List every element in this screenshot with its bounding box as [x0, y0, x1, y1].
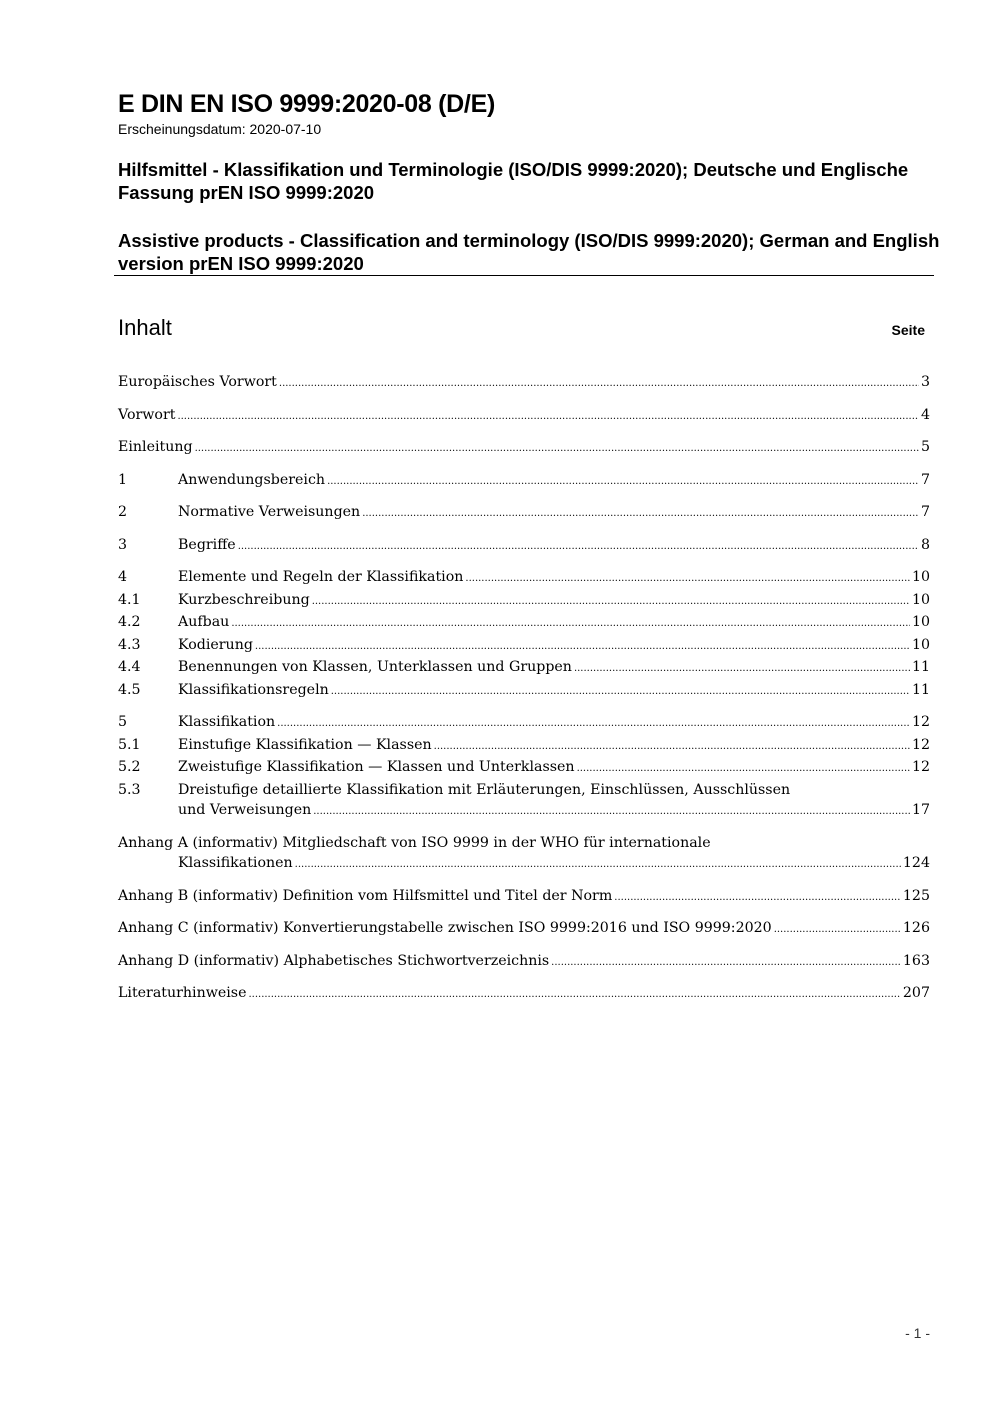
page-number: - 1 - — [905, 1325, 930, 1341]
toc-entry-text: Anhang B (informativ) Definition vom Hilfsmittel und Titel der Norm — [118, 887, 613, 904]
toc-entry[interactable] — [118, 886, 930, 909]
toc-entry-page: 7 — [920, 471, 930, 488]
toc-dot-leader — [551, 953, 901, 974]
toc-entry[interactable] — [118, 590, 930, 613]
toc-entry[interactable] — [118, 833, 930, 876]
toc-entry[interactable] — [118, 437, 930, 460]
toc-entry-page: 10 — [911, 636, 930, 653]
toc-entry[interactable] — [118, 535, 930, 558]
toc-entry-page: 10 — [911, 569, 930, 585]
toc-dot-leader — [238, 537, 919, 558]
toc-entry-text-line1: Anhang A (informativ) Mitgliedschaft von ISO 9999 in der WHO für internationale — [118, 834, 711, 851]
toc-dot-leader — [248, 985, 900, 1006]
toc-entry-page: 12 — [911, 736, 930, 753]
toc-entry[interactable] — [118, 918, 930, 941]
toc-entry[interactable] — [118, 951, 930, 974]
toc-entry-text: Elemente und Regeln der Klassifikation — [178, 569, 464, 585]
toc-entry[interactable] — [118, 470, 930, 493]
toc-entry-number: 5.2 — [118, 759, 141, 775]
toc-entry-number: 5.3 — [118, 781, 141, 798]
table-of-contents — [118, 372, 930, 1006]
toc-entry[interactable] — [118, 657, 930, 680]
toc-entry-number: 4.1 — [118, 591, 141, 608]
toc-entry-page: 207 — [902, 985, 930, 1001]
toc-entry-text-line1: Dreistufige detaillierte Klassifikation mit Erläuterungen, Einschlüssen, Ausschlüssen — [178, 781, 791, 798]
toc-entry-text: Klassifikationsregeln — [178, 681, 329, 698]
toc-entry[interactable] — [118, 405, 930, 428]
toc-entry[interactable] — [118, 712, 930, 735]
toc-heading: Inhalt — [118, 315, 172, 340]
toc-dot-leader — [277, 714, 910, 735]
toc-entry-text: Aufbau — [178, 614, 230, 630]
title-english: Assistive products - Classification and terminology (ISO/DIS 9999:2020); German and English version prEN ISO 9999:2020 — [118, 230, 940, 274]
toc-entry-page: 4 — [920, 406, 930, 423]
toc-entry-page: 10 — [911, 614, 930, 630]
toc-dot-leader — [465, 569, 910, 590]
toc-entry-number: 2 — [118, 504, 128, 520]
toc-entry-number: 4 — [118, 569, 128, 585]
toc-entry-number: 4.3 — [118, 636, 141, 653]
toc-dot-leader — [577, 759, 910, 780]
toc-entry-text: Anhang C (informativ) Konvertierungstabelle zwischen ISO 9999:2016 und ISO 9999:2020 — [118, 920, 772, 936]
toc-entry-text: Vorwort — [118, 406, 176, 423]
toc-entry-page: 8 — [920, 536, 930, 553]
toc-entry-page: 163 — [902, 952, 930, 969]
toc-entry-number: 1 — [118, 471, 128, 488]
toc-entry-text: und Verweisungen — [178, 802, 312, 818]
toc-entry-number: 5 — [118, 714, 128, 730]
document-title: E DIN EN ISO 9999:2020-08 (D/E) — [118, 90, 495, 118]
toc-entry-text: Klassifikationen — [178, 855, 293, 871]
toc-entry-text: Kurzbeschreibung — [178, 591, 310, 608]
toc-dot-leader — [279, 374, 919, 395]
toc-dot-leader — [362, 504, 919, 525]
toc-dot-leader — [195, 439, 919, 460]
toc-dot-leader — [313, 802, 910, 823]
toc-entry-number: 3 — [118, 536, 128, 553]
toc-entry[interactable] — [118, 612, 930, 635]
toc-dot-leader — [331, 682, 910, 703]
toc-entry-page: 10 — [911, 591, 930, 608]
toc-dot-leader — [231, 614, 910, 635]
toc-dot-leader — [574, 659, 910, 680]
toc-entry[interactable] — [118, 735, 930, 758]
toc-entry[interactable] — [118, 567, 930, 590]
toc-entry-text: Anwendungsbereich — [178, 471, 326, 488]
toc-entry-page: 11 — [911, 681, 930, 698]
toc-dot-leader — [434, 737, 910, 758]
toc-page-label: Seite — [891, 322, 925, 338]
toc-entry[interactable] — [118, 680, 930, 703]
toc-entry-number: 4.5 — [118, 681, 141, 698]
toc-entry-text: Einstufige Klassifikation — Klassen — [178, 736, 432, 753]
toc-entry-text: Einleitung — [118, 439, 193, 455]
toc-entry-number: 5.1 — [118, 736, 141, 753]
toc-entry-page: 7 — [920, 504, 930, 520]
toc-entry[interactable] — [118, 780, 930, 823]
toc-dot-leader — [327, 472, 919, 493]
toc-dot-leader — [614, 888, 901, 909]
toc-entry-text: Benennungen von Klassen, Unterklassen und Gruppen — [178, 659, 572, 675]
toc-entry-text: Klassifikation — [178, 714, 276, 730]
toc-entry-text: Kodierung — [178, 636, 253, 653]
toc-entry-page: 12 — [911, 714, 930, 730]
toc-entry-page: 17 — [911, 802, 930, 818]
publication-date: Erscheinungsdatum: 2020-07-10 — [118, 121, 322, 137]
toc-dot-leader — [312, 592, 910, 613]
title-german: Hilfsmittel - Klassifikation und Terminologie (ISO/DIS 9999:2020); Deutsche und Englische Fassung prEN ISO 9999:2020 — [118, 159, 909, 203]
toc-dot-leader — [774, 920, 901, 941]
toc-entry-page: 12 — [911, 759, 930, 775]
toc-entry-text: Europäisches Vorwort — [118, 374, 277, 390]
toc-dot-leader — [295, 855, 901, 876]
toc-entry[interactable] — [118, 635, 930, 658]
toc-entry-text: Anhang D (informativ) Alphabetisches Stichwortverzeichnis — [118, 952, 550, 969]
toc-entry-number: 4.2 — [118, 614, 141, 630]
toc-entry-number: 4.4 — [118, 659, 141, 675]
toc-entry-page: 126 — [902, 920, 930, 936]
toc-entry-text: Zweistufige Klassifikation — Klassen und Unterklassen — [178, 759, 575, 775]
toc-entry[interactable] — [118, 372, 930, 395]
toc-entry-page: 5 — [920, 439, 930, 455]
toc-entry[interactable] — [118, 757, 930, 780]
toc-entry-text: Normative Verweisungen — [178, 504, 361, 520]
toc-entry[interactable] — [118, 983, 930, 1006]
toc-entry-page: 11 — [911, 659, 930, 675]
toc-entry-page: 124 — [902, 855, 930, 871]
toc-dot-leader — [177, 407, 919, 428]
title-divider — [114, 275, 934, 276]
toc-entry-text: Begriffe — [178, 536, 236, 553]
toc-dot-leader — [255, 637, 910, 658]
toc-entry-text: Literaturhinweise — [118, 985, 247, 1001]
toc-entry[interactable] — [118, 502, 930, 525]
toc-entry-page: 3 — [920, 374, 930, 390]
toc-entry-page: 125 — [902, 887, 930, 904]
